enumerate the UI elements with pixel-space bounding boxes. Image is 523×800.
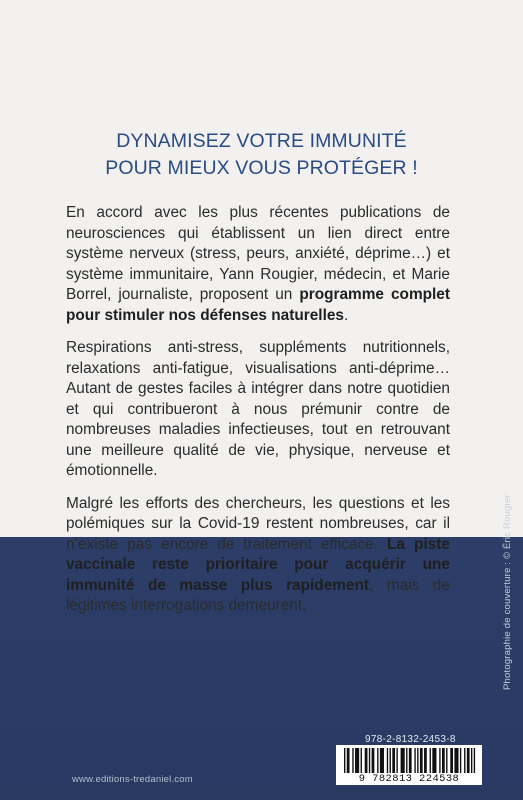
barcode-bar — [380, 748, 384, 773]
photo-credit: Photographie de couverture : © Éric Rougier — [502, 494, 513, 690]
barcode-bar — [454, 748, 458, 773]
barcode-bar — [387, 748, 388, 773]
barcode-bar — [439, 748, 440, 773]
barcode-bar — [474, 748, 475, 773]
headline — [40, 128, 483, 182]
barcode-bar — [430, 748, 431, 773]
blurb-paragraph-3-end: , mais de légitimes interrogations demeurent. — [66, 576, 450, 614]
headline-line-2: POUR MIEUX VOUS PROTÉGER ! — [105, 157, 418, 179]
blurb-paragraph-3-text: Malgré les efforts des chercheurs, les questions et les polémiques sur la Covid-19 restent nombreuses, car il n’existe pas encore de traitement efficace. — [66, 494, 450, 553]
barcode-bar — [390, 748, 391, 773]
barcode-bar — [344, 748, 345, 773]
publisher-website: www.editions-tredaniel.com — [72, 774, 193, 785]
barcode-bars — [336, 745, 482, 775]
barcode-bar — [352, 748, 353, 773]
barcode-bar — [467, 748, 470, 773]
barcode-bar — [347, 748, 350, 773]
barcode-bar — [377, 748, 378, 773]
barcode-digits: 9 782813 224538 — [338, 773, 480, 785]
barcode-bar — [372, 748, 375, 773]
barcode-bar — [414, 748, 415, 773]
blurb-paragraph-1-text: En accord avec les plus récentes publications de neurosciences qui établissent un lien direct entre système nerveux (stress, peurs, anxiété, déprime…) et système immunitaire, Yann Rougier, médecin, et Marie Borrel, journaliste, proposent un — [66, 204, 450, 303]
barcode-bar — [355, 748, 359, 773]
blurb-paragraph-1 — [66, 203, 450, 326]
blurb — [66, 203, 450, 629]
barcode-bar — [401, 748, 405, 773]
blurb-paragraph-2-text: Respirations anti-stress, suppléments nutritionnels, relaxations anti-fatigue, visualisations anti-déprime… Autant de gestes faciles à intégrer dans notre quotidien et qui contribueront à nous prémunir contre de nombreuses maladies infectieuses, tout en retrouvant une meilleure qualité de vie, physique, nerveuse et émotionnelle. — [66, 339, 450, 479]
barcode-bar — [420, 748, 423, 773]
barcode-bar — [424, 748, 427, 773]
blurb-paragraph-3 — [66, 494, 450, 617]
barcode-bar — [471, 748, 472, 773]
barcode-bar — [450, 748, 453, 773]
barcode-bar — [369, 748, 370, 773]
barcode-bar — [460, 748, 461, 773]
blurb-paragraph-1-highlight: programme complet pour stimuler nos défenses naturelles — [66, 286, 450, 324]
barcode-bar — [446, 748, 447, 773]
barcode-bar — [361, 748, 362, 773]
barcode-bar — [406, 748, 407, 773]
isbn-number: 978-2-8132-2453-8 — [365, 734, 456, 745]
barcode-bar — [417, 748, 418, 773]
barcode-bar — [464, 748, 465, 773]
isbn-barcode — [336, 745, 482, 785]
blurb-paragraph-3-highlight: La piste vaccinale reste prioritaire pour acquérir une immunité de masse plus rapidement — [66, 535, 450, 594]
barcode-bar — [396, 748, 397, 773]
barcode-bar — [432, 748, 436, 773]
barcode-bar — [392, 748, 395, 773]
barcode-bar — [409, 748, 412, 773]
blurb-paragraph-2 — [66, 338, 450, 482]
headline-line-1: DYNAMISEZ VOTRE IMMUNITÉ — [116, 130, 407, 152]
blurb-paragraph-1-end: . — [343, 306, 349, 324]
barcode-bar — [442, 748, 445, 773]
barcode-bar — [365, 748, 368, 773]
